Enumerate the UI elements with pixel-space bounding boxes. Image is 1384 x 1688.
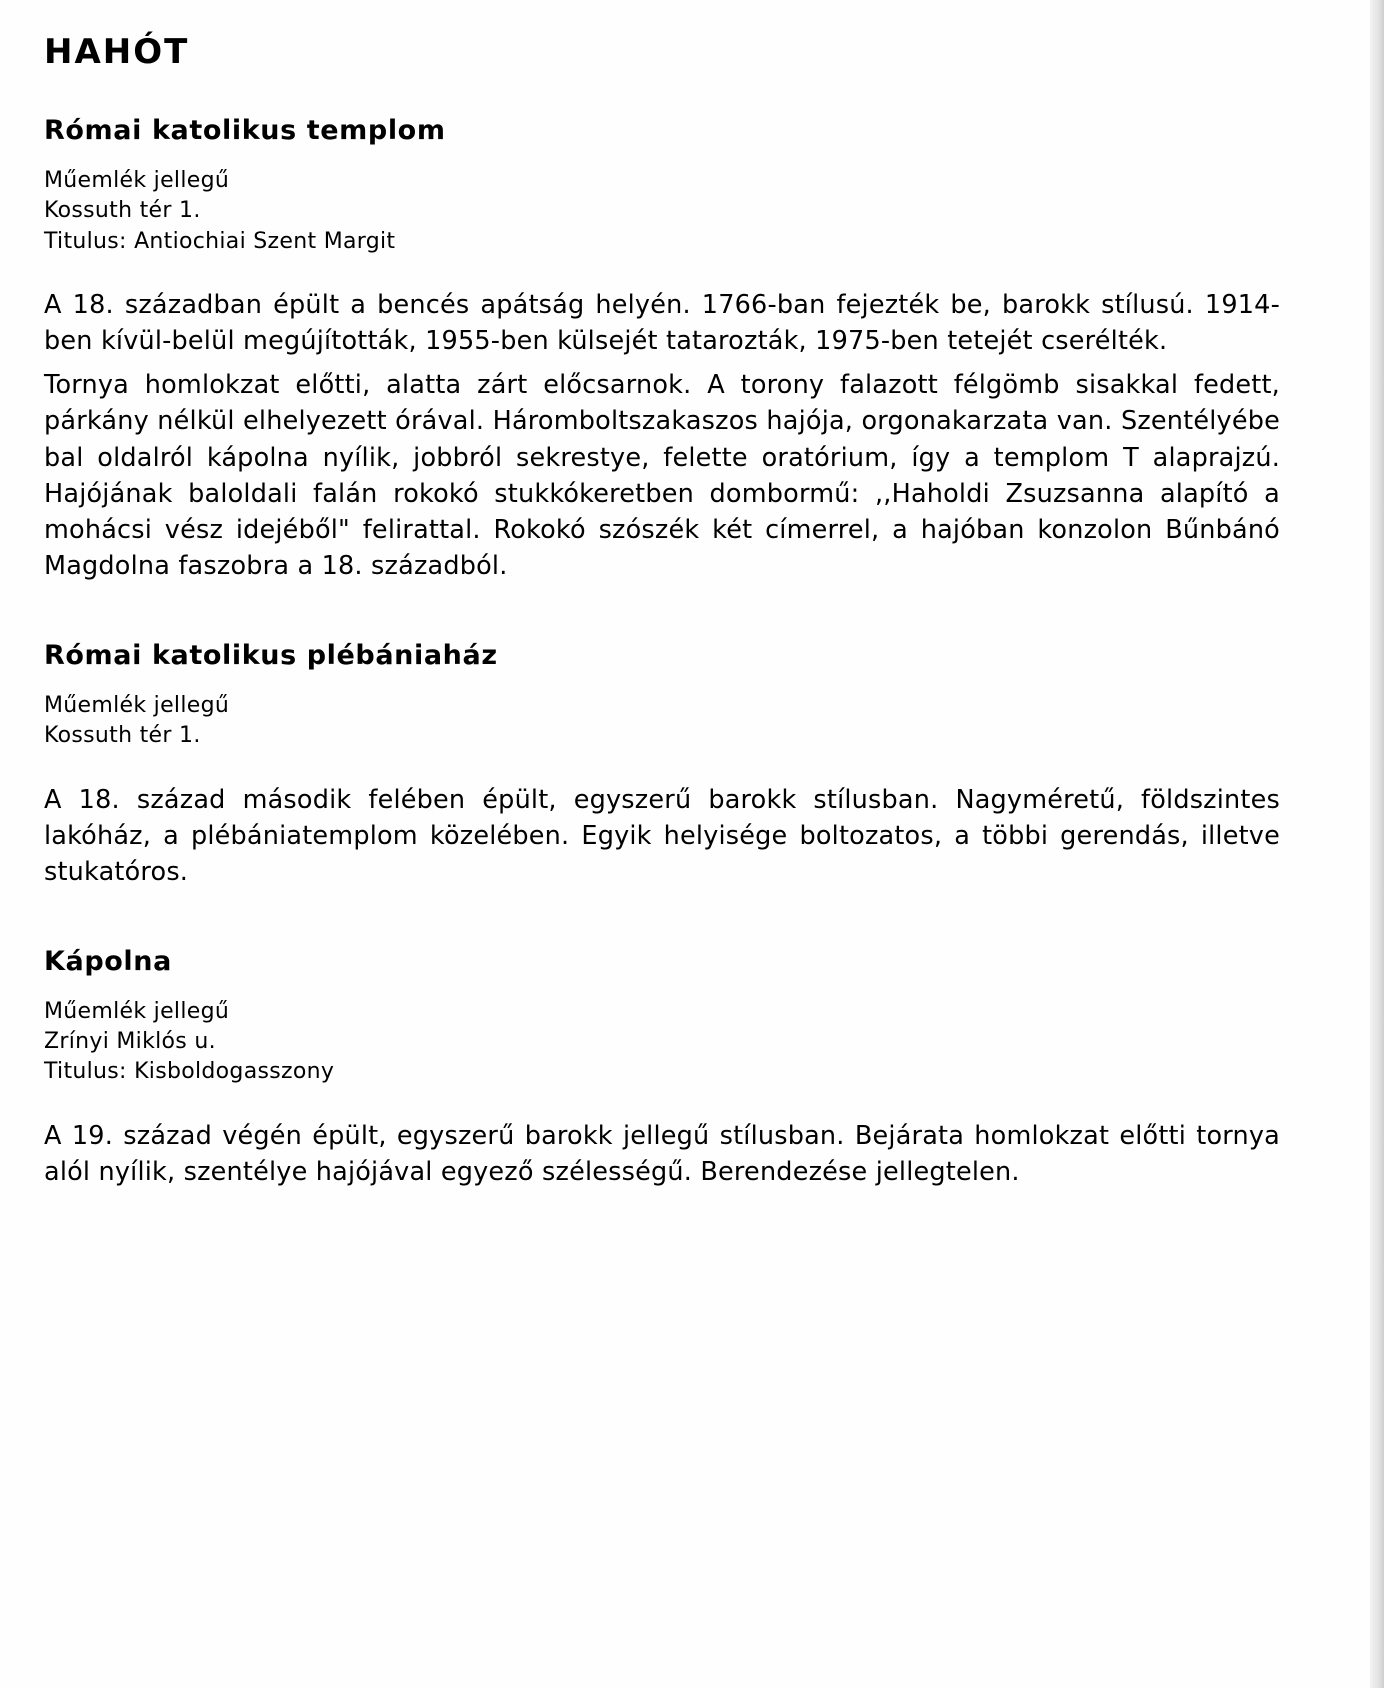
entry-paragraph: A 18. században épült a bencés apátság helyén. 1766-ban fejezték be, barokk stílusú. 1914-ben kívül-belül megújították, 1955-ben külsejét tatarozták, 1975-ben tetejét cserélték. <box>44 289 1280 357</box>
meta-line: Kossuth tér 1. <box>44 723 201 749</box>
section-spacer <box>44 912 1280 946</box>
entry-title: Római katolikus templom <box>44 115 446 147</box>
entry-parish-house <box>44 640 1280 890</box>
entry-paragraph: Tornya homlokzat előtti, alatta zárt előcsarnok. A torony falazott félgömb sisakkal fedett, párkány nélkül elhelyezett órával. Háromboltszakaszos hajója, orgonakarzata van. Szentélyébe bal oldalról kápolna nyílik, jobbról sekrestye, felette oratórium, így a templom T alaprajzú. Hajójának baloldali falán rokokó stukkókeretben dombormű: ,,Haholdi Zsuzsanna alapító a mohácsi vész idejéből" felirattal. Rokokó szószék két címerrel, a hajóban konzolon Bűnbánó Magdolna faszobra a 18. századból. <box>44 370 1280 582</box>
entry-title: Kápolna <box>44 946 172 978</box>
meta-line: Zrínyi Miklós u. <box>44 1028 216 1054</box>
meta-line: Titulus: Antiochiai Szent Margit <box>44 228 396 254</box>
meta-line: Titulus: Kisboldogasszony <box>44 1059 335 1085</box>
entry-meta <box>44 691 1280 752</box>
page-title: HAHÓT <box>44 32 190 72</box>
entry-paragraph: A 19. század végén épült, egyszerű barokk jellegű stílusban. Bejárata homlokzat előtti tornya alól nyílik, szentélye hajójával egyező szélességű. Berendezése jellegtelen. <box>44 1120 1280 1187</box>
meta-line: Műemlék jellegű <box>44 167 230 193</box>
meta-line: Műemlék jellegű <box>44 692 230 718</box>
entry-title: Római katolikus plébániaház <box>44 640 498 672</box>
meta-line: Műemlék jellegű <box>44 998 230 1024</box>
entry-paragraph: A 18. század második felében épült, egyszerű barokk stílusban. Nagyméretű, földszintes lakóház, a plébániatemplom közelében. Egyik helyisége boltozatos, a többi gerendás, illetve stukatóros. <box>44 784 1280 887</box>
section-spacer <box>44 606 1280 640</box>
meta-line: Kossuth tér 1. <box>44 198 201 224</box>
entry-roman-catholic-church <box>44 115 1280 584</box>
entry-chapel <box>44 946 1280 1190</box>
scan-edge-shadow <box>1370 0 1384 1688</box>
entry-meta <box>44 166 1280 257</box>
entry-meta <box>44 997 1280 1088</box>
